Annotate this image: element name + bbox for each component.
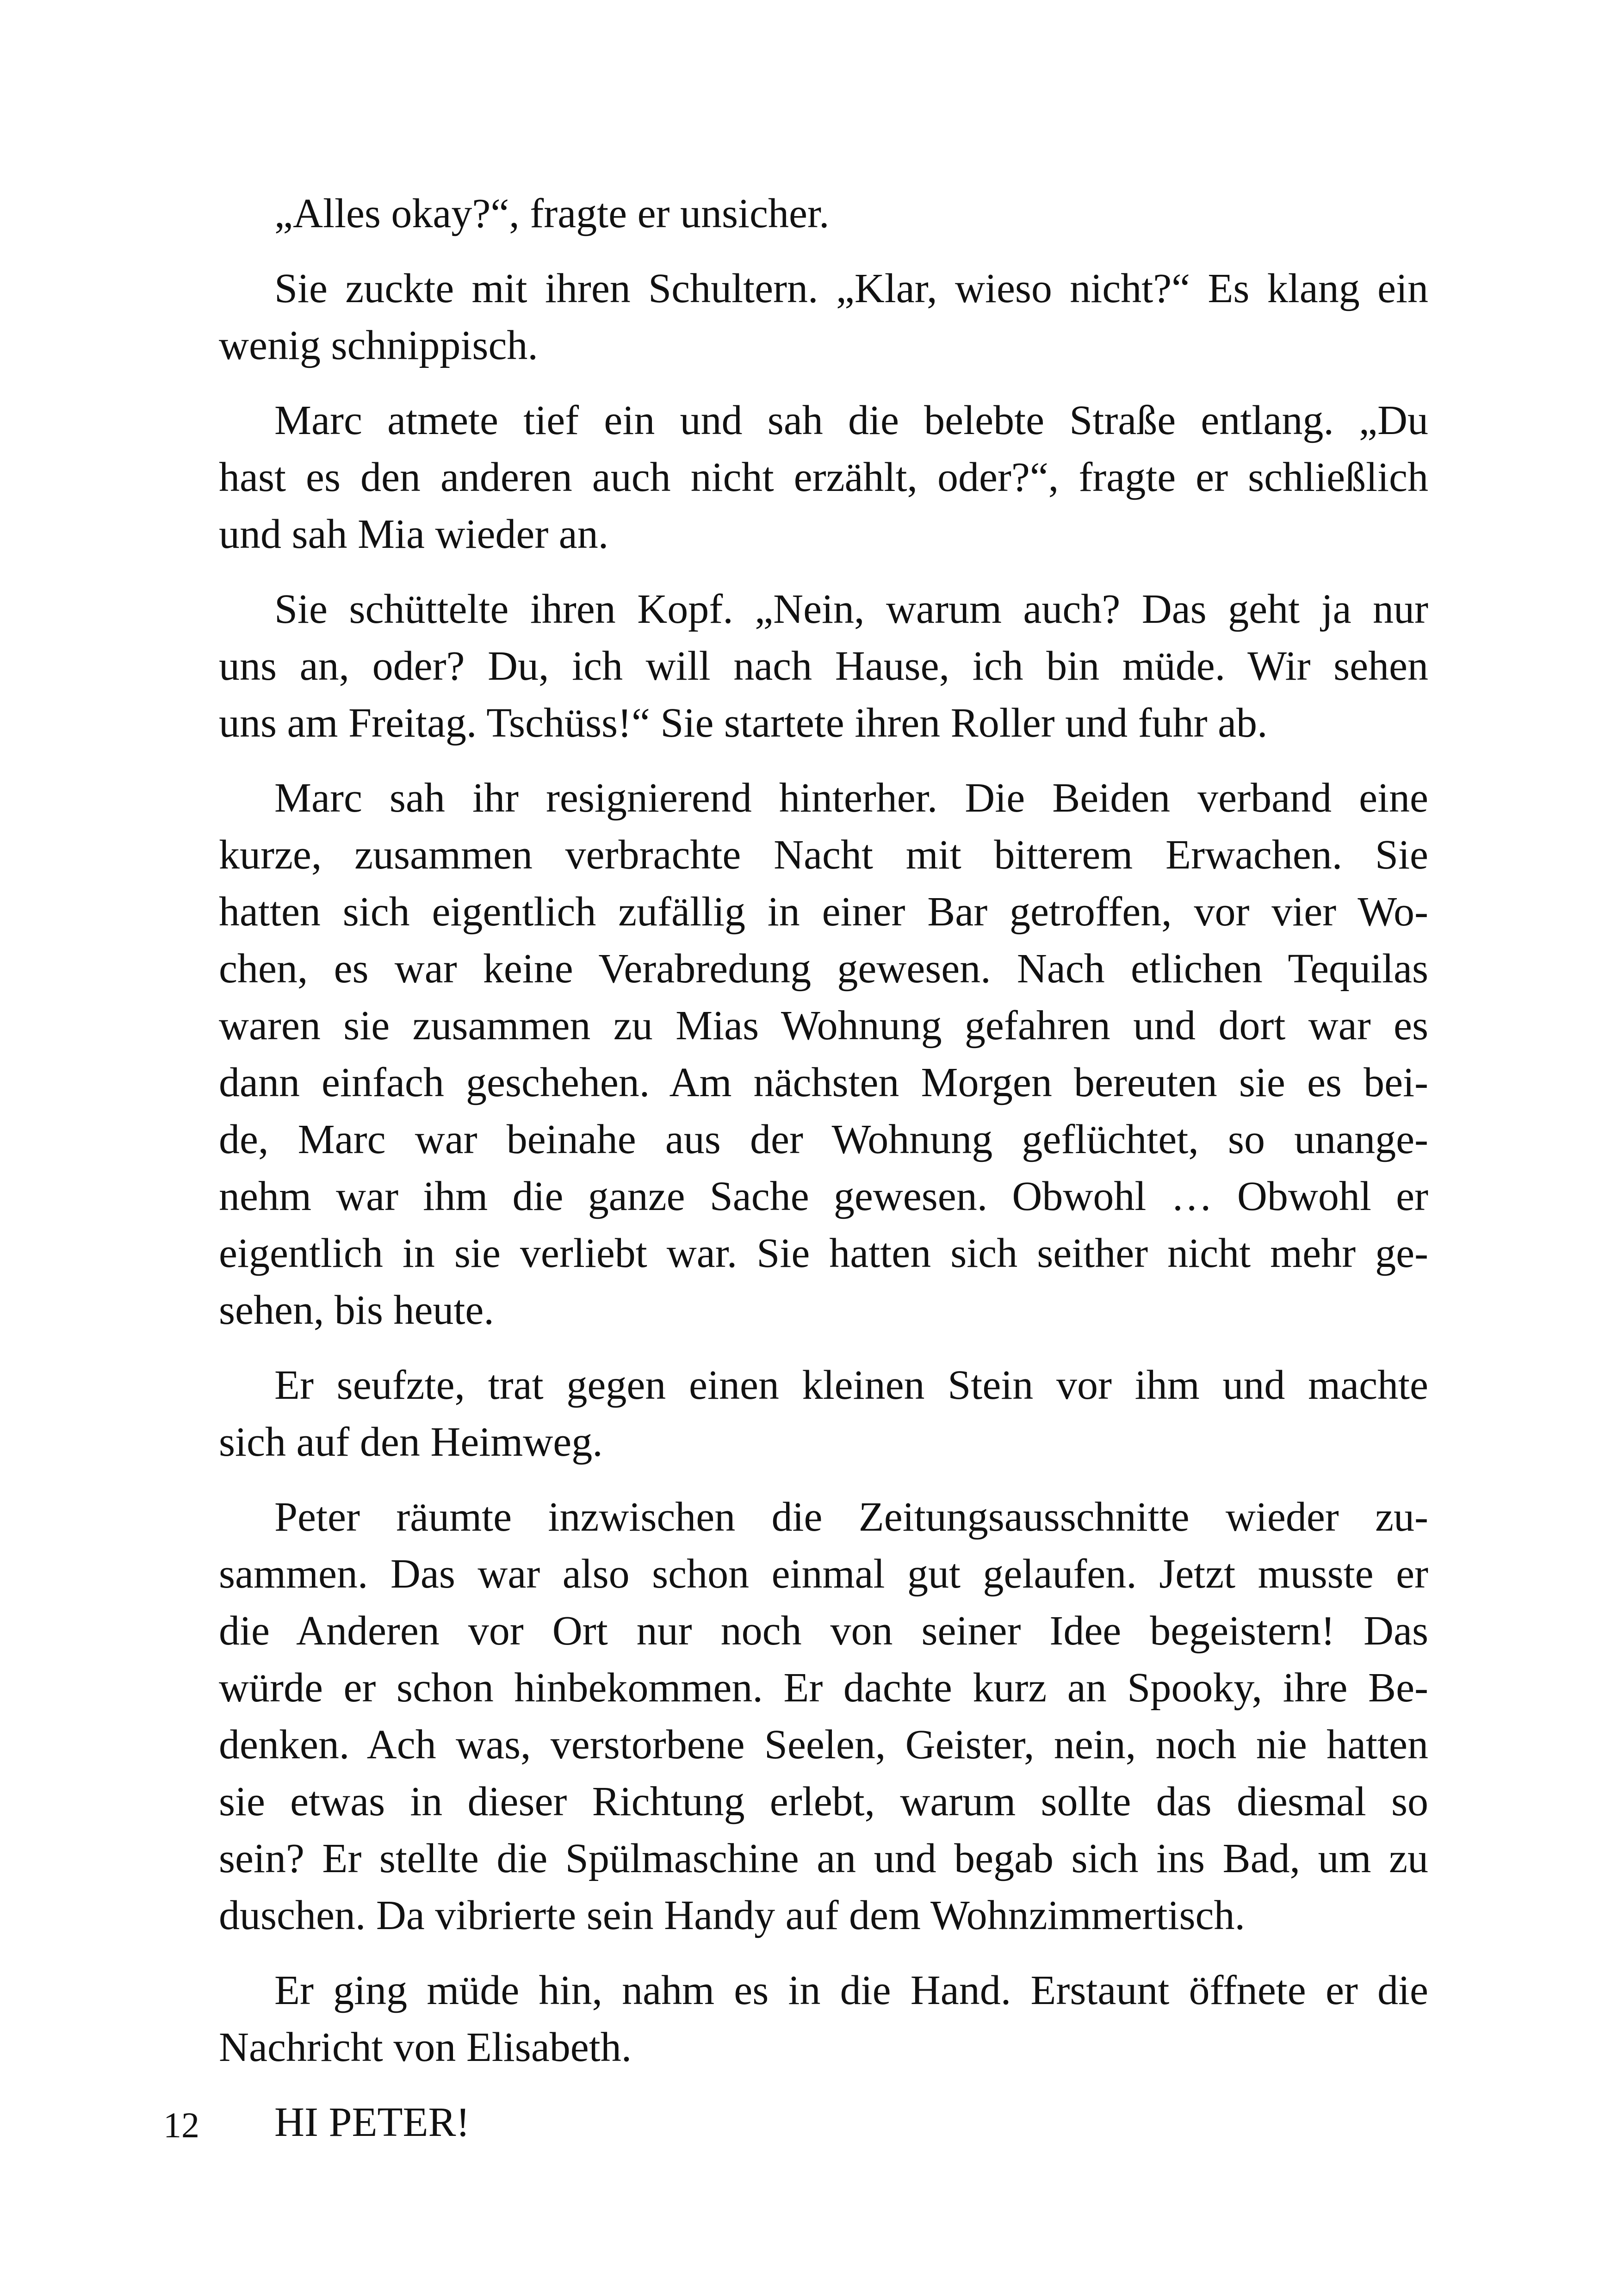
text-line: Nachricht von Elisabeth. (219, 2024, 632, 2070)
text-line: denken. Ach was, verstorbene Seelen, Geister, nein, noch nie hatten (219, 1722, 1428, 1768)
paragraph (163, 185, 1428, 242)
text-line: sich auf den Heimweg. (219, 1419, 603, 1465)
text-line: wenig schnippisch. (219, 323, 538, 368)
text-line: hast es den anderen auch nicht erzählt, oder?“, fragte er schließlich (219, 454, 1428, 500)
paragraph (163, 2094, 1428, 2151)
text-line: chen, es war keine Verabredung gewesen. Nach etlichen Tequilas (219, 946, 1428, 992)
text-line: waren sie zusammen zu Mias Wohnung gefahren und dort war es (219, 1003, 1428, 1049)
text-line: sammen. Das war also schon einmal gut gelaufen. Jetzt musste er (219, 1551, 1428, 1597)
text-line: eigentlich in sie verliebt war. Sie hatten sich seither nicht mehr ge- (219, 1230, 1428, 1276)
text-line: sein? Er stellte die Spülmaschine an und begab sich ins Bad, um zu (219, 1836, 1428, 1881)
text-line: und sah Mia wieder an. (219, 511, 609, 557)
text-line: würde er schon hinbekommen. Er dachte kurz an Spooky, ihre Be- (219, 1665, 1428, 1711)
text-line: HI PETER! (274, 2099, 470, 2145)
text-line: „Alles okay?“, fragte er unsicher. (274, 191, 830, 236)
text-line: Sie zuckte mit ihren Schultern. „Klar, wieso nicht?“ Es klang ein (274, 266, 1428, 311)
text-line: kurze, zusammen verbrachte Nacht mit bitterem Erwachen. Sie (219, 832, 1428, 878)
body-text (163, 185, 1428, 2169)
text-line: uns am Freitag. Tschüss!“ Sie startete ihren Roller und fuhr ab. (219, 700, 1268, 746)
text-line: Sie schüttelte ihren Kopf. „Nein, warum auch? Das geht ja nur (274, 586, 1428, 632)
text-line: Marc atmete tief ein und sah die belebte Straße entlang. „Du (274, 397, 1428, 443)
text-line: Er seufzte, trat gegen einen kleinen Stein vor ihm und machte (274, 1362, 1428, 1408)
paragraph (163, 260, 1428, 374)
page-number: 12 (163, 2105, 199, 2145)
paragraph (163, 392, 1428, 563)
text-line: Marc sah ihr resignierend hinterher. Die Beiden verband eine (274, 775, 1428, 821)
paragraph (163, 581, 1428, 751)
text-line: Er ging müde hin, nahm es in die Hand. Erstaunt öffnete er die (274, 1967, 1428, 2013)
text-line: dann einfach geschehen. Am nächsten Morgen bereuten sie es bei- (219, 1060, 1428, 1105)
paragraph (163, 1962, 1428, 2076)
text-line: die Anderen vor Ort nur noch von seiner Idee begeistern! Das (219, 1608, 1428, 1654)
paragraph (163, 1489, 1428, 1944)
text-line: nehm war ihm die ganze Sache gewesen. Obwohl … Obwohl er (219, 1173, 1428, 1219)
text-line: hatten sich eigentlich zufällig in einer Bar getroffen, vor vier Wo- (219, 889, 1428, 935)
text-line: de, Marc war beinahe aus der Wohnung geflüchtet, so unange- (219, 1117, 1428, 1162)
text-line: duschen. Da vibrierte sein Handy auf dem Wohnzimmertisch. (219, 1893, 1245, 1938)
paragraph (163, 769, 1428, 1339)
text-line: sie etwas in dieser Richtung erlebt, warum sollte das diesmal so (219, 1779, 1428, 1824)
text-line: uns an, oder? Du, ich will nach Hause, ich bin müde. Wir sehen (219, 643, 1428, 689)
text-line: Peter räumte inzwischen die Zeitungsausschnitte wieder zu- (274, 1494, 1428, 1540)
text-line: sehen, bis heute. (219, 1287, 494, 1333)
paragraph (163, 1357, 1428, 1471)
